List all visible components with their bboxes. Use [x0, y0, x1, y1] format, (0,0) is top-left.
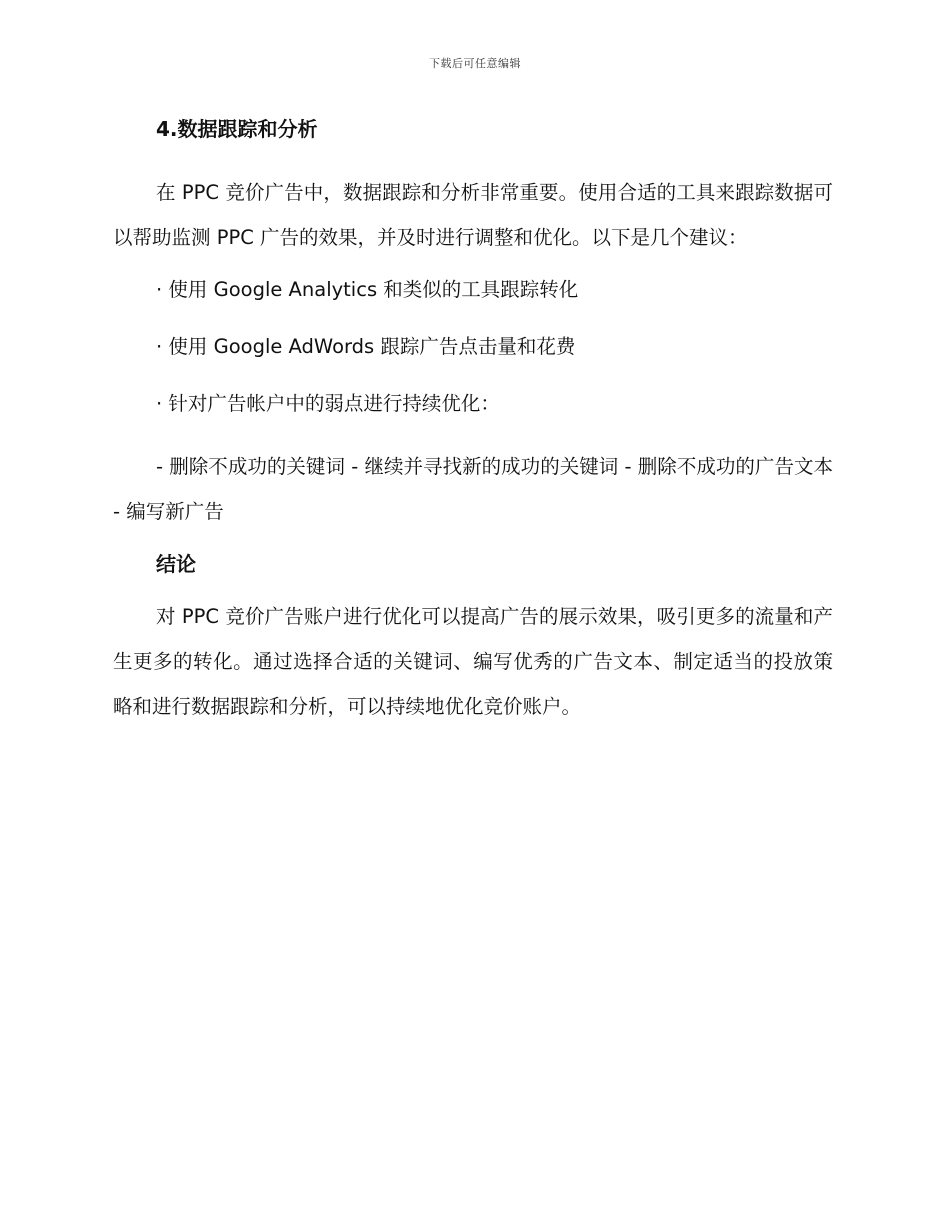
bullet-adwords: · 使用 Google AdWords 跟踪广告点击量和花费	[156, 335, 576, 358]
data-tracking-paragraph: 在 PPC 竞价广告中，数据跟踪和分析非常重要。使用合适的工具来跟踪数据可以帮助监测 PPC 广告的效果，并及时进行调整和优化。以下是几个建议：	[113, 181, 833, 249]
conclusion-heading: 结论	[156, 552, 196, 576]
document-content	[113, 112, 833, 729]
page-header: 下载后可任意编辑	[429, 57, 521, 70]
conclusion-paragraph: 对 PPC 竞价广告账户进行优化可以提高广告的展示效果，吸引更多的流量和产生更多的转化。通过选择合适的关键词、编写优秀的广告文本、制定适当的投放策略和进行数据跟踪和分析，可以持续地优化竞价账户。	[113, 605, 833, 718]
optimization-steps-paragraph: - 删除不成功的关键词 - 继续并寻找新的成功的关键词 - 删除不成功的广告文本 - 编写新广告	[113, 455, 833, 523]
bullet-account-optimization: · 针对广告帐户中的弱点进行持续优化：	[156, 392, 500, 415]
section-heading-data-tracking: 4.数据跟踪和分析	[156, 117, 318, 141]
bullet-analytics: · 使用 Google Analytics 和类似的工具跟踪转化	[156, 278, 579, 301]
